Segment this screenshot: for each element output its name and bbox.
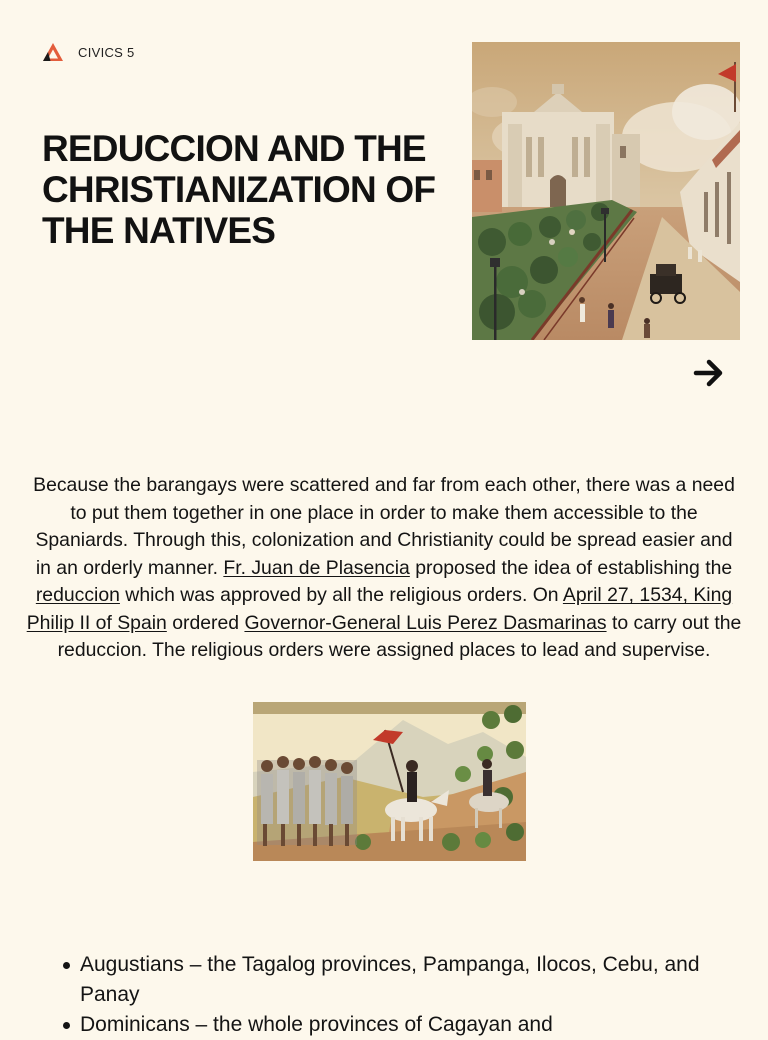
brand-header xyxy=(42,42,135,62)
paragraph-text: proposed the idea of establishing the xyxy=(409,556,733,579)
paragraph-text: ordered xyxy=(166,611,245,634)
reduccion-paragraph xyxy=(26,472,742,665)
list-item-dominicans: Dominicans – the whole provinces of Cagayan and xyxy=(80,1010,720,1040)
arrow-right-icon[interactable] xyxy=(692,356,726,390)
paragraph-text: which was approved by all the religious orders. On xyxy=(119,584,563,606)
conquest-illustration xyxy=(253,702,526,861)
religious-orders-list xyxy=(80,950,720,1040)
manila-plaza-painting xyxy=(472,42,740,340)
link-reduccion[interactable]: reduccion xyxy=(35,584,120,606)
paragraph-text: to carry out the reduccion. The religious orders were assigned places to lead and supervise. xyxy=(57,611,742,661)
link-juan-de-plasencia[interactable]: Fr. Juan de Plasencia xyxy=(223,556,410,579)
list-item-augustians: Augustians – the Tagalog provinces, Pampanga, Ilocos, Cebu, and Panay xyxy=(80,950,720,1010)
link-king-philip[interactable]: April 27, 1534, King Philip II of Spain xyxy=(26,584,733,634)
brand-label: CIVICS 5 xyxy=(78,44,135,60)
link-governor-general[interactable]: Governor-General Luis Perez Dasmarinas xyxy=(244,611,607,634)
paragraph-text: Because the barangays were scattered and far from each other, there was a need to put them together in one place in order to make them accessible to the Spaniards. Through this, colonization and Christianity could be spread easier and in an orderly manner. xyxy=(33,474,735,579)
page-title: REDUCCION AND THE CHRISTIANIZATION OF THE NATIVES xyxy=(42,128,436,251)
triangle-logo-icon xyxy=(42,42,64,62)
